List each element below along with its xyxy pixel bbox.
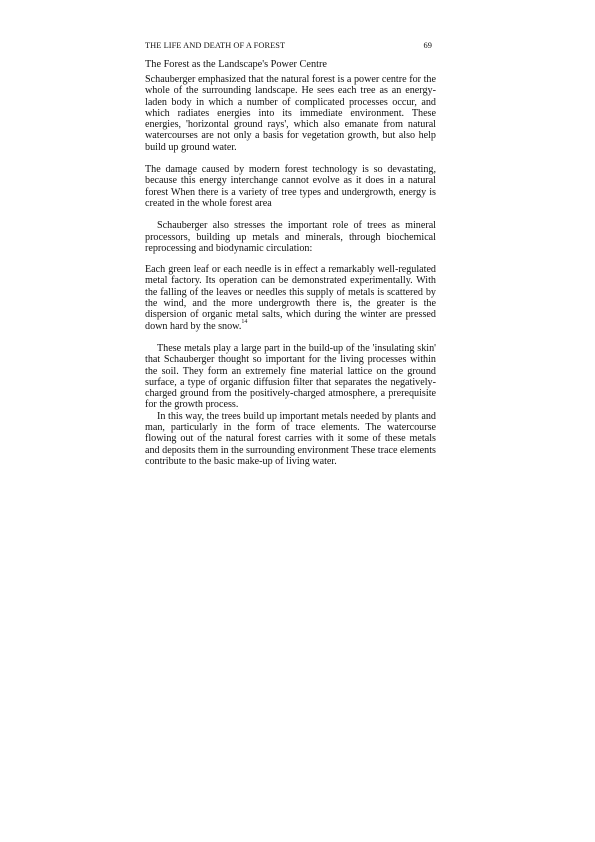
paragraph-3: Schauberger also stresses the important role of trees as mineral processors, building up metals and minerals, through biochemical reprocessing and biodynamic circulation:	[145, 220, 436, 254]
page-content	[145, 41, 436, 467]
page-number: 69	[423, 41, 432, 50]
running-header	[145, 41, 436, 53]
paragraph-2: The damage caused by modern forest technology is so devastating, because this energy interchange cannot evolve as it does in a natural forest When there is a variety of tree types and undergrowth, energy is created in the whole forest area	[145, 164, 436, 209]
section-title: The Forest as the Landscape's Power Centre	[145, 59, 327, 70]
paragraph-5: These metals play a large part in the build-up of the 'insulating skin' that Schauberger thought so important for the living processes within the soil. They form an extremely fine material lattice on the ground surface, a type of organic diffusion filter that separates the negatively-charged ground from the positively-charged atmosphere, a prerequisite for the growth process.	[145, 342, 436, 411]
running-title: THE LIFE AND DEATH OF A FOREST	[145, 41, 286, 50]
quote-text: Each green leaf or each needle is in effect a remarkably well-regulated metal factory. Its operation can be demonstrated experimentally. With the falling of the leaves or needles this supply of metals is scattered by the wind, and the more undergrowth there is, the greater is the dispersion of organic metal salts, which during the winter are pressed down hard by the snow.	[145, 264, 436, 332]
quote-paragraph	[145, 264, 436, 332]
footnote-reference: 14	[241, 319, 248, 326]
paragraph-1: Schauberger emphasized that the natural forest is a power centre for the whole of the surrounding landscape. He sees each tree as an energy-laden body in which a number of complicated processes occur, and which radiates energies into its immediate environment. These energies, 'horizontal ground rays', which also emanate from natural watercourses are not only a basis for vegetation growth, but also help build up ground water.	[145, 74, 436, 153]
paragraph-6: In this way, the trees build up important metals needed by plants and man, particularly in the form of trace elements. The watercourse flowing out of the natural forest carries with it some of these metals and deposits them in the surrounding environment These trace elements contribute to the basic make-up of living water.	[145, 410, 436, 467]
